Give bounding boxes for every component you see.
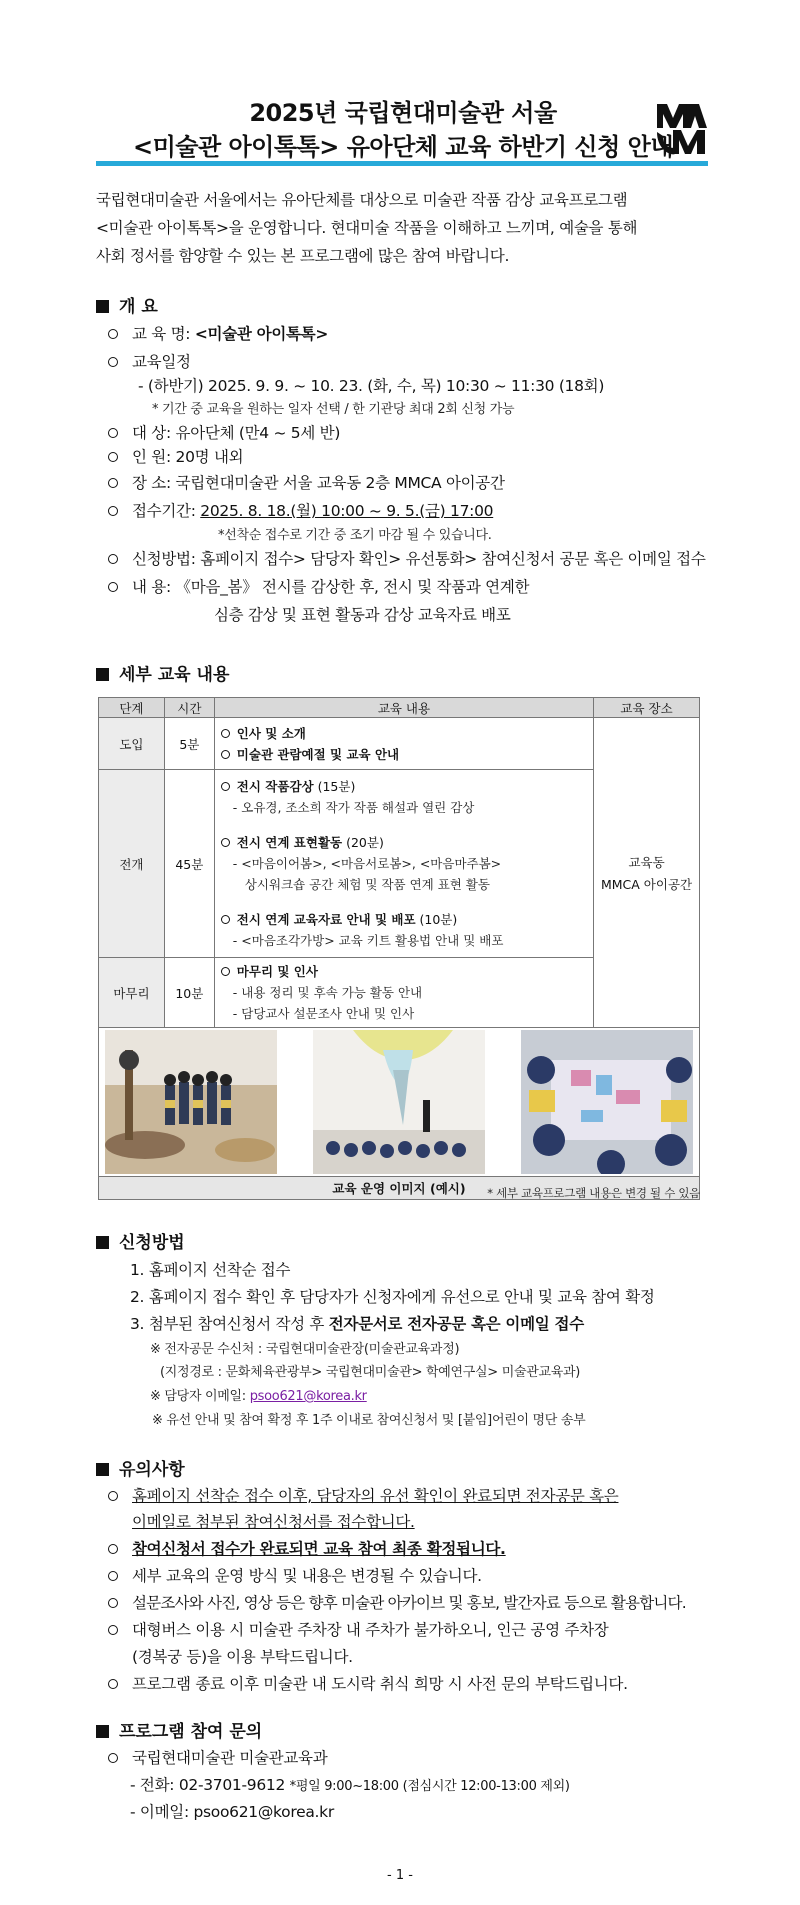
time-main: 45분 xyxy=(164,770,214,958)
photo-row xyxy=(99,1028,700,1177)
caution-1: 홈페이지 선착순 접수 이후, 담당자의 유선 확인이 완료되면 전자공문 혹은 xyxy=(108,1484,618,1506)
apply-note-4: ※ 유선 안내 및 참여 확정 후 1주 이내로 참여신청서 및 [붙임]어린이 명단 송부 xyxy=(152,1413,586,1428)
title-line-1: 2025년 국립현대미술관 서울 xyxy=(249,99,557,127)
stage-end: 마무리 xyxy=(99,958,165,1028)
title-line-2: <미술관 아이톡톡> 유아단체 교육 하반기 신청 안내 xyxy=(132,133,674,161)
apply-step-3: 3. 첨부된 참여신청서 작성 후 전자문서로 전자공문 혹은 이메일 접수 xyxy=(130,1315,584,1333)
caution-4: 설문조사와 사진, 영상 등은 향후 미술관 아카이브 및 홍보, 발간자료 등으로 활용합니다. xyxy=(108,1591,686,1613)
details-note: * 세부 교육프로그램 내용은 변경 될 수 있음 xyxy=(487,1186,700,1200)
overview-method: 신청방법: 홈페이지 접수> 담당자 확인> 유선통화> 참여신청서 공문 혹은 이메일 접수 xyxy=(108,547,706,569)
table-row: 전개 45분 전시 작품감상 (15분) - 오유경, 조소희 작가 작품 해설과 열린 감상 전시 연계 표현활동 (20분) - <마음이어봄>, <마음서로봄>, <마음마주봄> 상시워크숍 공간 체험 및 작품 연계 표현 활동 전시 연계 교육자료 안내 및 배포 (10분) - <마음조각가방> 교육 키트 활용법 안내 및 배포 xyxy=(99,770,700,958)
col-time: 시간 xyxy=(164,698,214,718)
table-header-row xyxy=(99,698,700,718)
overview-heading: 개 요 xyxy=(96,292,158,317)
overview-schedule: 교육일정 xyxy=(108,350,191,372)
stage-intro: 도입 xyxy=(99,718,165,770)
contact-heading: 프로그램 참여 문의 xyxy=(96,1717,262,1742)
education-photo-1 xyxy=(105,1030,277,1174)
col-content: 교육 내용 xyxy=(214,698,593,718)
overview-schedule-value: - (하반기) 2025. 9. 9. ~ 10. 23. (화, 수, 목) 10:30 ~ 11:30 (18회) xyxy=(138,377,605,395)
overview-capacity: 인 원: 20명 내외 xyxy=(108,445,243,467)
col-stage: 단계 xyxy=(99,698,165,718)
document-title xyxy=(98,96,708,164)
apply-heading: 신청방법 xyxy=(96,1228,185,1253)
overview-program: 교 육 명: <미술관 아이톡톡> xyxy=(108,322,328,344)
caution-5: 대형버스 이용 시 미술관 주차장 내 주차가 불가하오니, 인근 공영 주차장 xyxy=(108,1618,608,1640)
overview-period: 접수기간: 2025. 8. 18.(월) 10:00 ~ 9. 5.(금) 17:00 xyxy=(108,499,493,521)
apply-note-2: (지정경로 : 문화체육관광부> 국립현대미술관> 학예연구실> 미술관교육과) xyxy=(160,1365,581,1380)
contact-email-link[interactable]: psoo621@korea.kr xyxy=(249,1389,367,1404)
details-heading: 세부 교육 내용 xyxy=(96,660,229,685)
mmca-logo xyxy=(655,102,707,156)
location-cell: 교육동 MMCA 아이공간 xyxy=(594,718,700,1028)
education-photo-3 xyxy=(521,1030,693,1174)
caution-2: 참여신청서 접수가 완료되면 교육 참여 최종 확정됩니다. xyxy=(108,1537,506,1559)
overview-schedule-note: * 기간 중 교육을 원하는 일자 선택 / 한 기관당 최대 2회 신청 가능 xyxy=(152,402,515,417)
overview-content-2: 심층 감상 및 표현 활동과 감상 교육자료 배포 xyxy=(214,606,511,624)
time-end: 10분 xyxy=(164,958,214,1028)
overview-place: 장 소: 국립현대미술관 서울 교육동 2층 MMCA 아이공간 xyxy=(108,471,505,493)
apply-step-2: 2. 홈페이지 접수 확인 후 담당자가 신청자에게 유선으로 안내 및 교육 참여 확정 xyxy=(130,1288,655,1306)
apply-note-1: ※ 전자공문 수신처 : 국립현대미술관장(미술관교육과정) xyxy=(150,1342,460,1357)
overview-period-note: *선착순 접수로 기간 중 조기 마감 될 수 있습니다. xyxy=(218,528,492,543)
contact-email: - 이메일: psoo621@korea.kr xyxy=(130,1803,334,1821)
col-location: 교육 장소 xyxy=(594,698,700,718)
page-number: - 1 - xyxy=(387,1868,413,1883)
contact-org: 국립현대미술관 미술관교육과 xyxy=(108,1746,327,1768)
apply-step-1: 1. 홈페이지 선착순 접수 xyxy=(130,1261,291,1279)
caution-3: 세부 교육의 운영 방식 및 내용은 변경될 수 있습니다. xyxy=(108,1564,482,1586)
apply-note-3: ※ 담당자 이메일: psoo621@korea.kr xyxy=(150,1389,367,1404)
caution-6: 프로그램 종료 이후 미술관 내 도시락 취식 희망 시 사전 문의 부탁드립니다. xyxy=(108,1672,628,1694)
details-table xyxy=(98,697,700,1200)
overview-content: 내 용: 《마음_봄》 전시를 감상한 후, 전시 및 작품과 연계한 xyxy=(108,575,529,597)
time-intro: 5분 xyxy=(164,718,214,770)
title-underline xyxy=(96,161,708,166)
contact-phone: - 전화: 02-3701-9612 *평일 9:00~18:00 (점심시간 12:00-13:00 제외) xyxy=(130,1776,570,1794)
stage-main: 전개 xyxy=(99,770,165,958)
intro-paragraph: 국립현대미술관 서울에서는 유아단체를 대상으로 미술관 작품 감상 교육프로그램 <미술관 아이톡톡>을 운영합니다. 현대미술 작품을 이해하고 느끼며, 예술을 통해 사회 정서를 함양할 수 있는 본 프로그램에 많은 참여 바랍니다. xyxy=(96,191,638,265)
caution-5b: (경복궁 등)을 이용 부탁드립니다. xyxy=(132,1648,353,1666)
education-photo-2 xyxy=(313,1030,485,1174)
photo-caption: 교육 운영 이미지 (예시) xyxy=(99,1177,700,1200)
table-row: 마무리 10분 마무리 및 인사 - 내용 정리 및 후속 가능 활동 안내 - 담당교사 설문조사 안내 및 인사 xyxy=(99,958,700,1028)
overview-target: 대 상: 유아단체 (만4 ~ 5세 반) xyxy=(108,421,340,443)
cautions-heading: 유의사항 xyxy=(96,1455,185,1480)
caution-1b: 이메일로 첨부된 참여신청서를 접수합니다. xyxy=(132,1513,415,1531)
table-row: 도입 5분 인사 및 소개 미술관 관람예절 및 교육 안내 교육동 MMCA 아이공간 xyxy=(99,718,700,770)
